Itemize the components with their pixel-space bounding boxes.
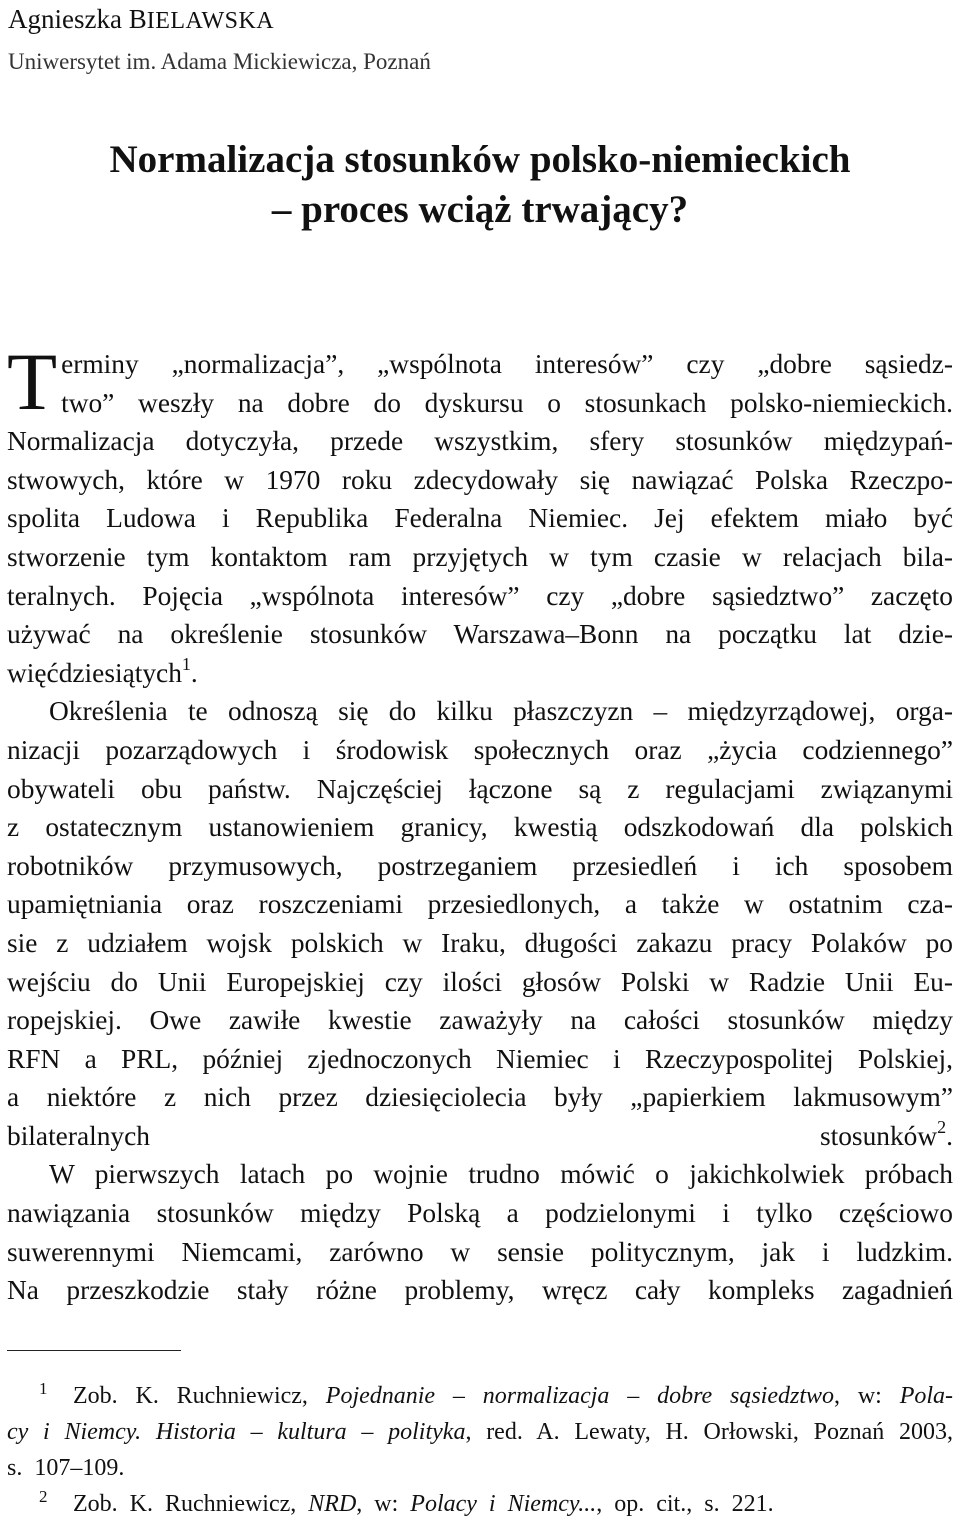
footnote-line: 1 Zob. K. Ruchniewicz, Pojednanie – normalizacja – dobre sąsiedztwo, w: Pola- <box>39 1379 954 1409</box>
text-line: wejściu do Unii Europejskiej czy ilości głosów Polski w Radzie Unii Eu- <box>7 966 953 997</box>
text-line: a niektóre z nich przez dziesięciolecia były „papierkiem lakmusowym” <box>7 1082 953 1113</box>
footnote-separator <box>7 1350 181 1351</box>
text-line: teralnych. Pojęcia „wspólnota interesów” czy „dobre sąsiedztwo” zaczęto <box>7 580 953 611</box>
author-name: Agnieszka BIELAWSKA <box>8 4 275 34</box>
text-line: więćdziesiątych$^1$. <box>7 653 198 688</box>
text-line: używać na określenie stosunków Warszawa–Bonn na początku lat dzie- <box>7 619 953 650</box>
text-line: erminy „normalizacja”, „wspólnota interesów” czy „dobre sąsiedz- <box>61 349 953 379</box>
paragraph-2 <box>7 692 953 1155</box>
text-line: z ostatecznym ustanowieniem granicy, kwestią odszkodowań dla polskich <box>7 812 953 843</box>
drop-cap: T <box>7 336 58 427</box>
footnote-line: 2 Zob. K. Ruchniewicz, NRD, w: Polacy i Niemcy..., op. cit., s. 221. <box>39 1487 774 1517</box>
text-line: Normalizacja dotyczyła, przede wszystkim, sfery stosunków międzypań- <box>7 426 953 457</box>
article-title <box>0 135 960 235</box>
footnote-2 <box>7 1486 953 1522</box>
title-line-2: – proces wciąż trwający? <box>271 188 689 231</box>
text-line: stwowych, które w 1970 roku zdecydowały się nawiązać Polska Rzeczpo- <box>7 464 953 495</box>
footnote-line: cy i Niemcy. Historia – kultura – polityka, red. A. Lewaty, H. Orłowski, Poznań 2003, <box>7 1419 954 1445</box>
text-line: Na przeszkodzie stały różne problemy, wręcz cały kompleks zagadnień <box>7 1275 953 1306</box>
text-line: ropejskiej. Owe zawiłe kwestie zaważyły na całości stosunków między <box>7 1005 953 1036</box>
text-line: stworzenie tym kontaktom ram przyjętych w tym czasie w relacjach bila- <box>7 541 953 572</box>
author-affiliation: Uniwersytet im. Adama Mickiewicza, Poznań <box>8 49 431 74</box>
text-line: nawiązania stosunków między Polską a podzielonymi i tylko częściowo <box>7 1198 953 1229</box>
footnotes <box>7 1378 953 1522</box>
paragraph-1 <box>7 336 953 692</box>
text-line: W pierwszych latach po wojnie trudno mówić o jakichkolwiek próbach <box>49 1159 953 1190</box>
text-line: suwerennymi Niemcami, zarówno w sensie politycznym, jak i ludzkim. <box>7 1236 953 1267</box>
text-line: bilateralnych stosunków$^2$. <box>7 1116 953 1151</box>
text-line: robotników przymusowych, postrzeganiem przesiedleń i ich sposobem <box>7 850 953 881</box>
footnote-1 <box>7 1378 953 1486</box>
footnote-ref-2[interactable]: 2 <box>937 1116 947 1137</box>
title-line-1: Normalizacja stosunków polsko-niemieckich <box>109 138 851 181</box>
footnote-line: s. 107–109. <box>7 1455 125 1481</box>
text-line: nizacji pozarządowych i środowisk społecznych oraz „życia codziennego” <box>7 734 953 765</box>
footnote-ref-1[interactable]: 1 <box>181 653 191 674</box>
text-line: sie z udziałem wojsk polskich w Iraku, długości zakazu pracy Polaków po <box>7 927 953 958</box>
text-line: RFN a PRL, później zjednoczonych Niemiec i Rzeczypospolitej Polskiej, <box>7 1043 953 1074</box>
text-line: two” weszły na dobre do dyskursu o stosunkach polsko-niemieckich. <box>61 387 953 418</box>
article-body <box>7 336 953 1310</box>
text-line: obywateli obu państw. Najczęściej łączone są z regulacjami związanymi <box>7 773 953 804</box>
paragraph-3 <box>7 1155 953 1309</box>
text-line: upamiętniania oraz roszczeniami przesiedlonych, a także w ostatnim cza- <box>7 889 953 920</box>
text-line: spolita Ludowa i Republika Federalna Niemiec. Jej efektem miało być <box>7 503 953 534</box>
text-line: Określenia te odnoszą się do kilku płaszczyzn – międzyrządowej, orga- <box>49 696 953 727</box>
